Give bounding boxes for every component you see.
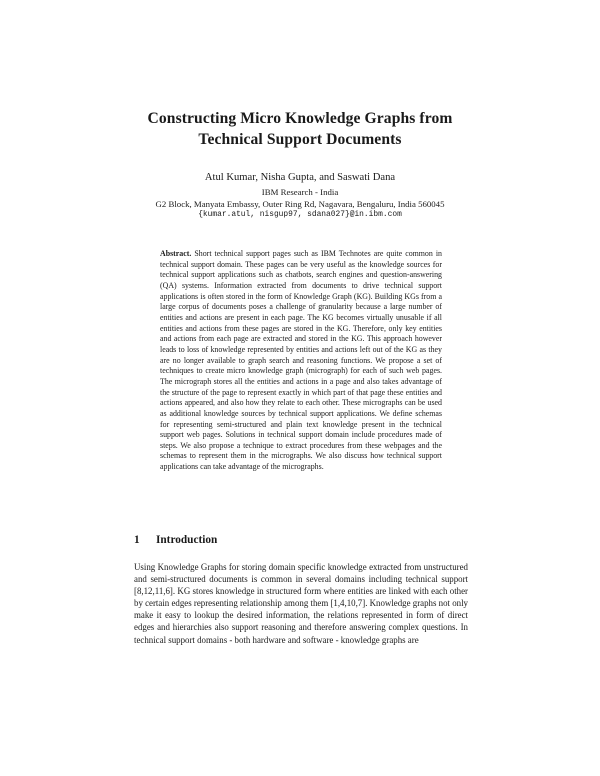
author-emails: {kumar.atul, nisgup97, sdana027}@in.ibm.com xyxy=(198,210,402,219)
affiliation-org: IBM Research - India xyxy=(261,187,339,197)
introduction-paragraph: Using Knowledge Graphs for storing domain specific knowledge extracted from unstructured and semi-structured documents is common in several domains including technical support [8,12,11,6]. KG stores knowledge in structured form where entities are linked with each other by certain edges representing relationship among them [1,4,10,7]. Knowledge graphs not only make it easy to lookup the desired information, the relations represented in form of direct edges and hierarchies also support reasoning and therefore answering complex questions. In technical support domains - both hardware and software - knowledge graphs are xyxy=(134,562,468,645)
abstract-label: Abstract. xyxy=(160,249,192,258)
section-number: 1 xyxy=(134,534,140,546)
abstract-text: Short technical support pages such as IBM Technotes are quite common in technical support domain. These pages can be very useful as the knowledge sources for technical support applications such as chatbots, search engines and question-answering (QA) systems. Information extracted from documents to drive technical support applications is often stored in the form of Knowledge Graph (KG). Building KGs from a large corpus of documents poses a challenge of granularity because a large number of entities and actions are present in each page. The KG becomes virtually unusable if all entities and actions from these pages are stored in the KG. Therefore, only key entities and actions from each page are extracted and stored in the KG. This approach however leads to loss of knowledge represented by entities and actions left out of the KG as they are no longer available to graph search and reasoning functions. We propose a set of techniques to create micro knowledge graph (micrograph) for each of such web pages. The micrograph stores all the entities and actions in a page and also takes advantage of the structure of the page to represent exactly in which part of that page these entities and actions appeared, and also how they relate to each other. These micrographs can be used as additional knowledge sources by technical support applications. We define schemas for representing semi-structured and plain text knowledge present in the technical support web pages. Solutions in technical support domain include procedures made of steps. We also propose a technique to extract procedures from these webpages and the schemas to represent them in the micrographs. We also discuss how technical support applications can take advantage of the micrographs. xyxy=(160,249,442,472)
paper-title-line-1: Constructing Micro Knowledge Graphs from xyxy=(147,110,453,127)
affiliation-address: G2 Block, Manyata Embassy, Outer Ring Rd, Nagavara, Bengaluru, India 560045 xyxy=(155,199,445,209)
abstract-block xyxy=(160,249,442,473)
author-list: Atul Kumar, Nisha Gupta, and Saswati Dana xyxy=(204,172,396,183)
paper-title-line-2: Technical Support Documents xyxy=(198,131,402,148)
section-heading xyxy=(134,534,217,546)
section-title: Introduction xyxy=(156,534,218,546)
